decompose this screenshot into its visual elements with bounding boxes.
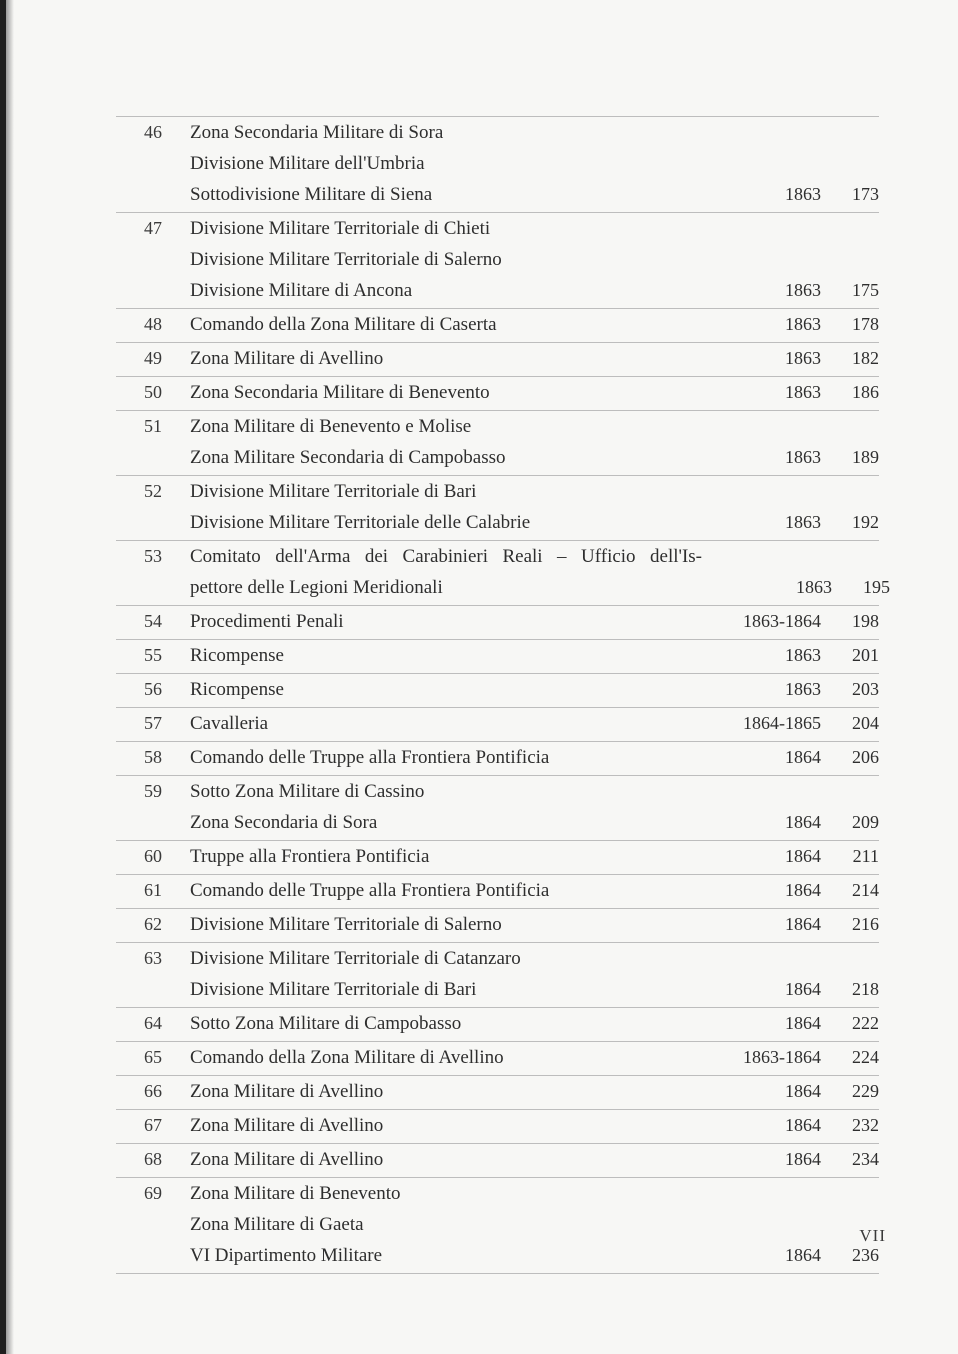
entry-title-line: Ricompense [190, 679, 284, 700]
entry-number: 62 [144, 914, 162, 934]
toc-entry [116, 309, 879, 343]
entry-year: 1864 [785, 1245, 821, 1265]
entry-titles [190, 841, 691, 872]
entry-title-line: Zona Secondaria di Sora [190, 812, 378, 833]
toc-entry [116, 1144, 879, 1178]
entry-number: 49 [144, 348, 162, 368]
entry-year: 1864 [785, 747, 821, 767]
entry-titles [190, 674, 691, 705]
entry-number: 60 [144, 846, 162, 866]
entry-number: 65 [144, 1047, 162, 1067]
entry-titles [190, 411, 691, 473]
entry-titles [190, 541, 702, 603]
entry-titles [190, 476, 691, 538]
entry-title-line: pettore delle Legioni Meridionali [190, 577, 443, 598]
entry-titles [190, 213, 691, 306]
entry-year: 1863 [785, 645, 821, 665]
entry-year: 1863 [785, 184, 821, 204]
entry-titles [190, 1076, 691, 1107]
entry-title-line: Zona Secondaria Militare di Sora [190, 122, 444, 143]
entry-titles [190, 1008, 691, 1039]
entry-page: 201 [852, 645, 879, 665]
entry-page: 189 [852, 447, 879, 467]
entry-page: 209 [852, 812, 879, 832]
entry-titles [190, 606, 691, 637]
entry-year: 1863-1864 [743, 1047, 821, 1067]
entry-number: 69 [144, 1183, 162, 1203]
entry-titles [190, 909, 691, 940]
entry-title-line: VI Dipartimento Militare [190, 1245, 383, 1266]
entry-title-line: Zona Militare di Avellino [190, 1115, 384, 1136]
entry-title-line: Procedimenti Penali [190, 611, 344, 632]
entry-page: 224 [852, 1047, 879, 1067]
entry-titles [190, 343, 691, 374]
toc-entry [116, 606, 879, 640]
toc-entry [116, 776, 879, 841]
entry-title-line: Comando della Zona Militare di Avellino [190, 1047, 504, 1068]
entry-year: 1863 [785, 447, 821, 467]
toc-entry [116, 343, 879, 377]
entry-title-line: Zona Secondaria Militare di Benevento [190, 382, 490, 403]
entry-title-line: Sotto Zona Militare di Cassino [190, 781, 425, 802]
entry-titles [190, 742, 691, 773]
entry-title-line: Zona Militare di Avellino [190, 348, 384, 369]
entry-page: 216 [852, 914, 879, 934]
entry-number: 50 [144, 382, 162, 402]
entry-title-line: Comando delle Truppe alla Frontiera Pontificia [190, 880, 550, 901]
entry-number: 52 [144, 481, 162, 501]
entry-page: 232 [852, 1115, 879, 1135]
entry-page: 229 [852, 1081, 879, 1101]
entry-number: 61 [144, 880, 162, 900]
entry-year: 1864 [785, 1081, 821, 1101]
entry-title-line: Divisione Militare Territoriale di Catanzaro [190, 948, 521, 969]
entry-title-line: Zona Militare di Benevento e Molise [190, 416, 472, 437]
toc-entry [116, 841, 879, 875]
binding-shadow [6, 0, 14, 1354]
entry-year: 1863 [785, 382, 821, 402]
entry-title-line: Zona Militare di Gaeta [190, 1214, 364, 1235]
entry-titles [190, 117, 691, 210]
toc-entry [116, 943, 879, 1008]
toc-entry [116, 411, 879, 476]
entry-titles [190, 875, 691, 906]
toc-entry [116, 1110, 879, 1144]
entry-title-line: Divisione Militare Territoriale di Salerno [190, 249, 502, 270]
entry-titles [190, 776, 691, 838]
entry-year: 1864 [785, 846, 821, 866]
entry-number: 67 [144, 1115, 162, 1135]
toc-entry [116, 640, 879, 674]
toc-entry [116, 213, 879, 309]
entry-year: 1863 [796, 577, 832, 597]
toc-entry [116, 1076, 879, 1110]
entry-page: 195 [863, 577, 890, 597]
entry-page: 204 [852, 713, 879, 733]
entry-title-line: Truppe alla Frontiera Pontificia [190, 846, 430, 867]
entry-number: 51 [144, 416, 162, 436]
entry-title-line: Comitato dell'Arma dei Carabinieri Reali – Ufficio dell'Is- [190, 546, 702, 567]
entry-title-line: Comando delle Truppe alla Frontiera Pontificia [190, 747, 550, 768]
entry-year: 1864-1865 [743, 713, 821, 733]
entry-page: 186 [852, 382, 879, 402]
entry-page: 218 [852, 979, 879, 999]
entry-number: 56 [144, 679, 162, 699]
entry-page: 173 [852, 184, 879, 204]
toc-entry [116, 541, 890, 606]
toc-entry [116, 117, 879, 213]
entry-titles [190, 377, 691, 408]
entry-page: 203 [852, 679, 879, 699]
toc-entry [116, 674, 879, 708]
entry-year: 1864 [785, 880, 821, 900]
entry-title-line: Zona Militare di Avellino [190, 1149, 384, 1170]
entry-number: 68 [144, 1149, 162, 1169]
entry-title-line: Zona Militare di Benevento [190, 1183, 401, 1204]
entry-number: 57 [144, 713, 162, 733]
toc-entry [116, 476, 879, 541]
entry-title-line: Divisione Militare Territoriale delle Calabrie [190, 512, 531, 533]
entry-number: 48 [144, 314, 162, 334]
entry-page: 214 [852, 880, 879, 900]
entry-titles [190, 1042, 691, 1073]
entry-page: 178 [852, 314, 879, 334]
entry-titles [190, 708, 691, 739]
entry-titles [190, 1110, 691, 1141]
entry-number: 64 [144, 1013, 162, 1033]
entry-year: 1864 [785, 1115, 821, 1135]
entry-year: 1863 [785, 512, 821, 532]
entry-number: 54 [144, 611, 162, 631]
entry-title-line: Divisione Militare Territoriale di Bari [190, 481, 477, 502]
entry-number: 59 [144, 781, 162, 801]
entry-year: 1863-1864 [743, 611, 821, 631]
entry-title-line: Zona Militare di Avellino [190, 1081, 384, 1102]
entry-page: 211 [852, 846, 879, 866]
page-number: VII [859, 1226, 886, 1245]
entry-number: 55 [144, 645, 162, 665]
entry-page: 198 [852, 611, 879, 631]
entry-title-line: Sotto Zona Militare di Campobasso [190, 1013, 462, 1034]
entry-number: 58 [144, 747, 162, 767]
toc-entry [116, 1178, 879, 1274]
entry-number: 47 [144, 218, 162, 238]
toc-entry [116, 1008, 879, 1042]
entry-year: 1863 [785, 314, 821, 334]
entry-title-line: Divisione Militare Territoriale di Chieti [190, 218, 491, 239]
entry-titles [190, 1144, 691, 1175]
entry-page: 234 [852, 1149, 879, 1169]
entry-titles [190, 1178, 691, 1271]
entry-number: 53 [144, 546, 162, 566]
entry-year: 1864 [785, 914, 821, 934]
entry-year: 1863 [785, 679, 821, 699]
entry-titles [190, 309, 691, 340]
toc-entry [116, 708, 879, 742]
table-of-contents [116, 116, 890, 1274]
toc-entry [116, 909, 879, 943]
entry-page: 236 [852, 1245, 879, 1265]
toc-entry [116, 875, 879, 909]
entry-year: 1864 [785, 812, 821, 832]
toc-entry [116, 742, 879, 776]
entry-title-line: Sottodivisione Militare di Siena [190, 184, 433, 205]
entry-number: 46 [144, 122, 162, 142]
entry-number: 66 [144, 1081, 162, 1101]
entry-title-line: Divisione Militare Territoriale di Bari [190, 979, 477, 1000]
entry-title-line: Comando della Zona Militare di Caserta [190, 314, 497, 335]
entry-title-line: Divisione Militare di Ancona [190, 280, 413, 301]
entry-page: 182 [852, 348, 879, 368]
toc-entry [116, 1042, 879, 1076]
toc-entry [116, 377, 879, 411]
entry-year: 1864 [785, 1149, 821, 1169]
entry-page: 192 [852, 512, 879, 532]
entry-number: 63 [144, 948, 162, 968]
entry-titles [190, 640, 691, 671]
entry-year: 1863 [785, 280, 821, 300]
entry-title-line: Ricompense [190, 645, 284, 666]
entry-title-line: Zona Militare Secondaria di Campobasso [190, 447, 506, 468]
entry-title-line: Cavalleria [190, 713, 269, 734]
entry-page: 222 [852, 1013, 879, 1033]
entry-year: 1864 [785, 1013, 821, 1033]
entry-year: 1864 [785, 979, 821, 999]
entry-title-line: Divisione Militare dell'Umbria [190, 153, 425, 174]
entry-year: 1863 [785, 348, 821, 368]
entry-page: 175 [852, 280, 879, 300]
entry-titles [190, 943, 691, 1005]
entry-page: 206 [852, 747, 879, 767]
entry-title-line: Divisione Militare Territoriale di Salerno [190, 914, 502, 935]
